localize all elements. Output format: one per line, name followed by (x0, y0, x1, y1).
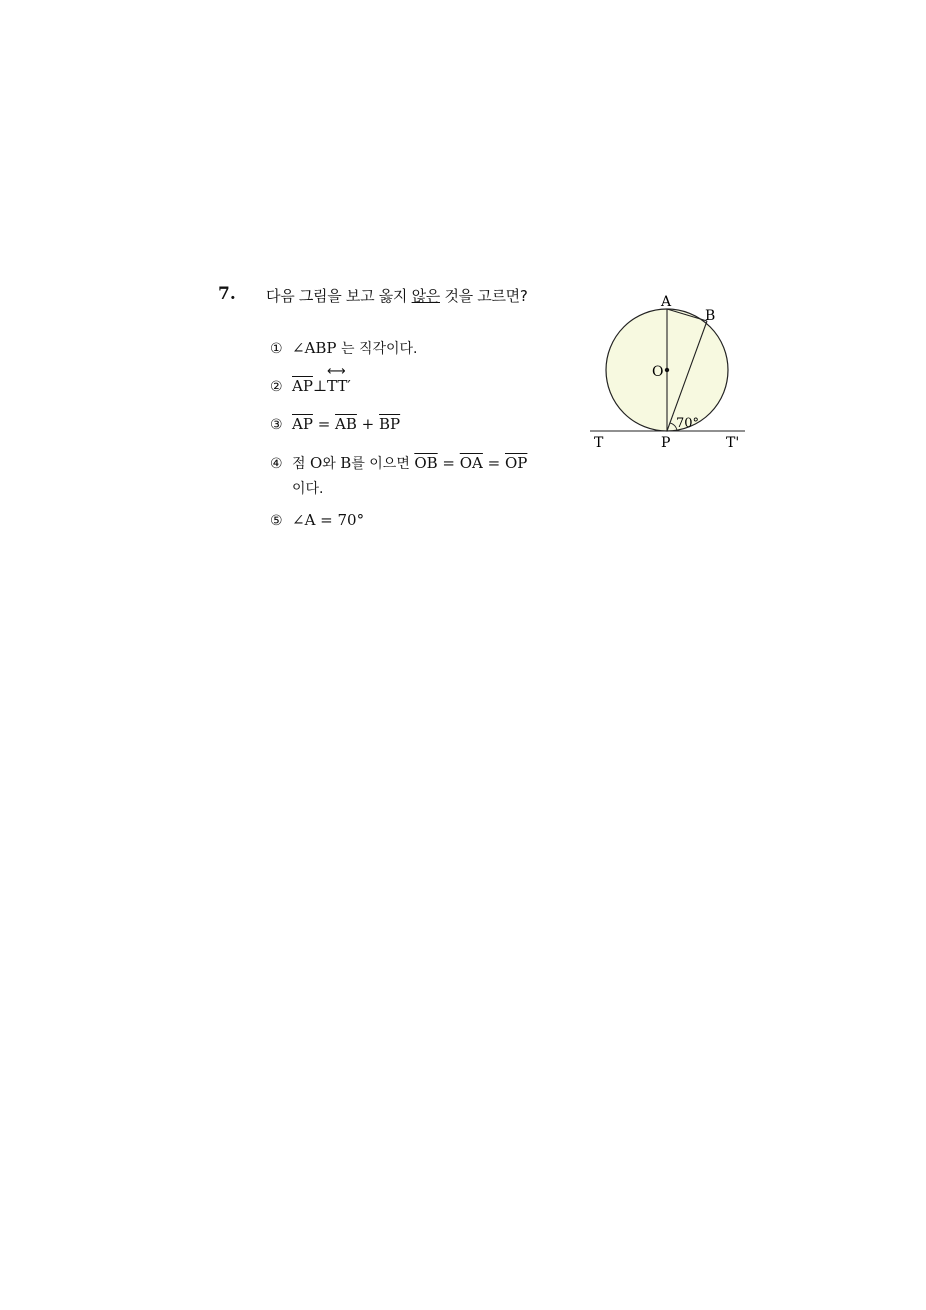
label-t: T (594, 435, 604, 451)
label-a: A (661, 294, 672, 310)
question-text-after: 것을 고르면? (439, 287, 528, 305)
choice-content (292, 412, 400, 436)
choice-text: 점 (292, 456, 310, 472)
angle-label: 70° (676, 416, 700, 431)
math-text: ⊥ (312, 377, 328, 395)
math-text: O (309, 454, 323, 472)
choice-marker: ② (270, 379, 283, 395)
segment-notation: $\overline{OP}$ (505, 454, 528, 472)
math-text: ∠A = 70° (292, 511, 365, 529)
choice-4-continuation (292, 477, 324, 501)
math-text: B (340, 454, 352, 472)
choice-2[interactable] (270, 364, 351, 399)
center-point (665, 368, 669, 372)
segment-notation: $\overline{BP}$ (379, 415, 401, 433)
math-text: + (356, 415, 380, 433)
choice-content (292, 364, 351, 398)
segment-notation: $\overline{AP}$ (292, 415, 313, 433)
math-text: = (482, 454, 505, 472)
segment-notation: $\overline{AP}$ (292, 377, 313, 395)
choice-4[interactable] (270, 451, 527, 476)
choice-4-continuation-text: 이다. (292, 481, 324, 497)
question-text-before: 다음 그림을 보고 옳지 (266, 287, 412, 305)
label-b: B (705, 308, 716, 324)
question-number: 7. (218, 284, 236, 304)
question-text (266, 285, 528, 306)
choice-marker: ③ (270, 417, 283, 433)
segment-notation: $\overline{OB}$ (414, 454, 438, 472)
segment-notation: $\overline{OA}$ (459, 454, 483, 472)
geometry-figure (585, 290, 750, 455)
choice-text: 를 이으면 (351, 456, 415, 472)
double-arrow-icon: ⟷ (327, 364, 346, 379)
line-notation: TT′ ⟷ (327, 374, 351, 398)
choice-content (292, 451, 527, 476)
choice-text: 는 직각이다. (336, 341, 418, 357)
choice-5[interactable] (270, 508, 364, 533)
label-p: P (661, 435, 671, 451)
label-t-prime: T' (726, 435, 740, 451)
choice-text: 와 (322, 456, 341, 472)
choice-3[interactable] (270, 412, 400, 437)
choice-1[interactable] (270, 336, 418, 361)
choice-marker: ④ (270, 456, 283, 472)
choice-content (292, 508, 364, 532)
math-text: = (437, 454, 460, 472)
question-text-underlined: 않은 (411, 287, 440, 305)
segment-notation: $\overline{AB}$ (335, 415, 357, 433)
choice-marker: ① (270, 341, 283, 357)
math-text: ∠ABP (292, 339, 337, 357)
choice-content (292, 336, 418, 361)
label-o: O (652, 364, 664, 380)
choice-marker: ⑤ (270, 513, 283, 529)
math-text: = (312, 415, 336, 433)
